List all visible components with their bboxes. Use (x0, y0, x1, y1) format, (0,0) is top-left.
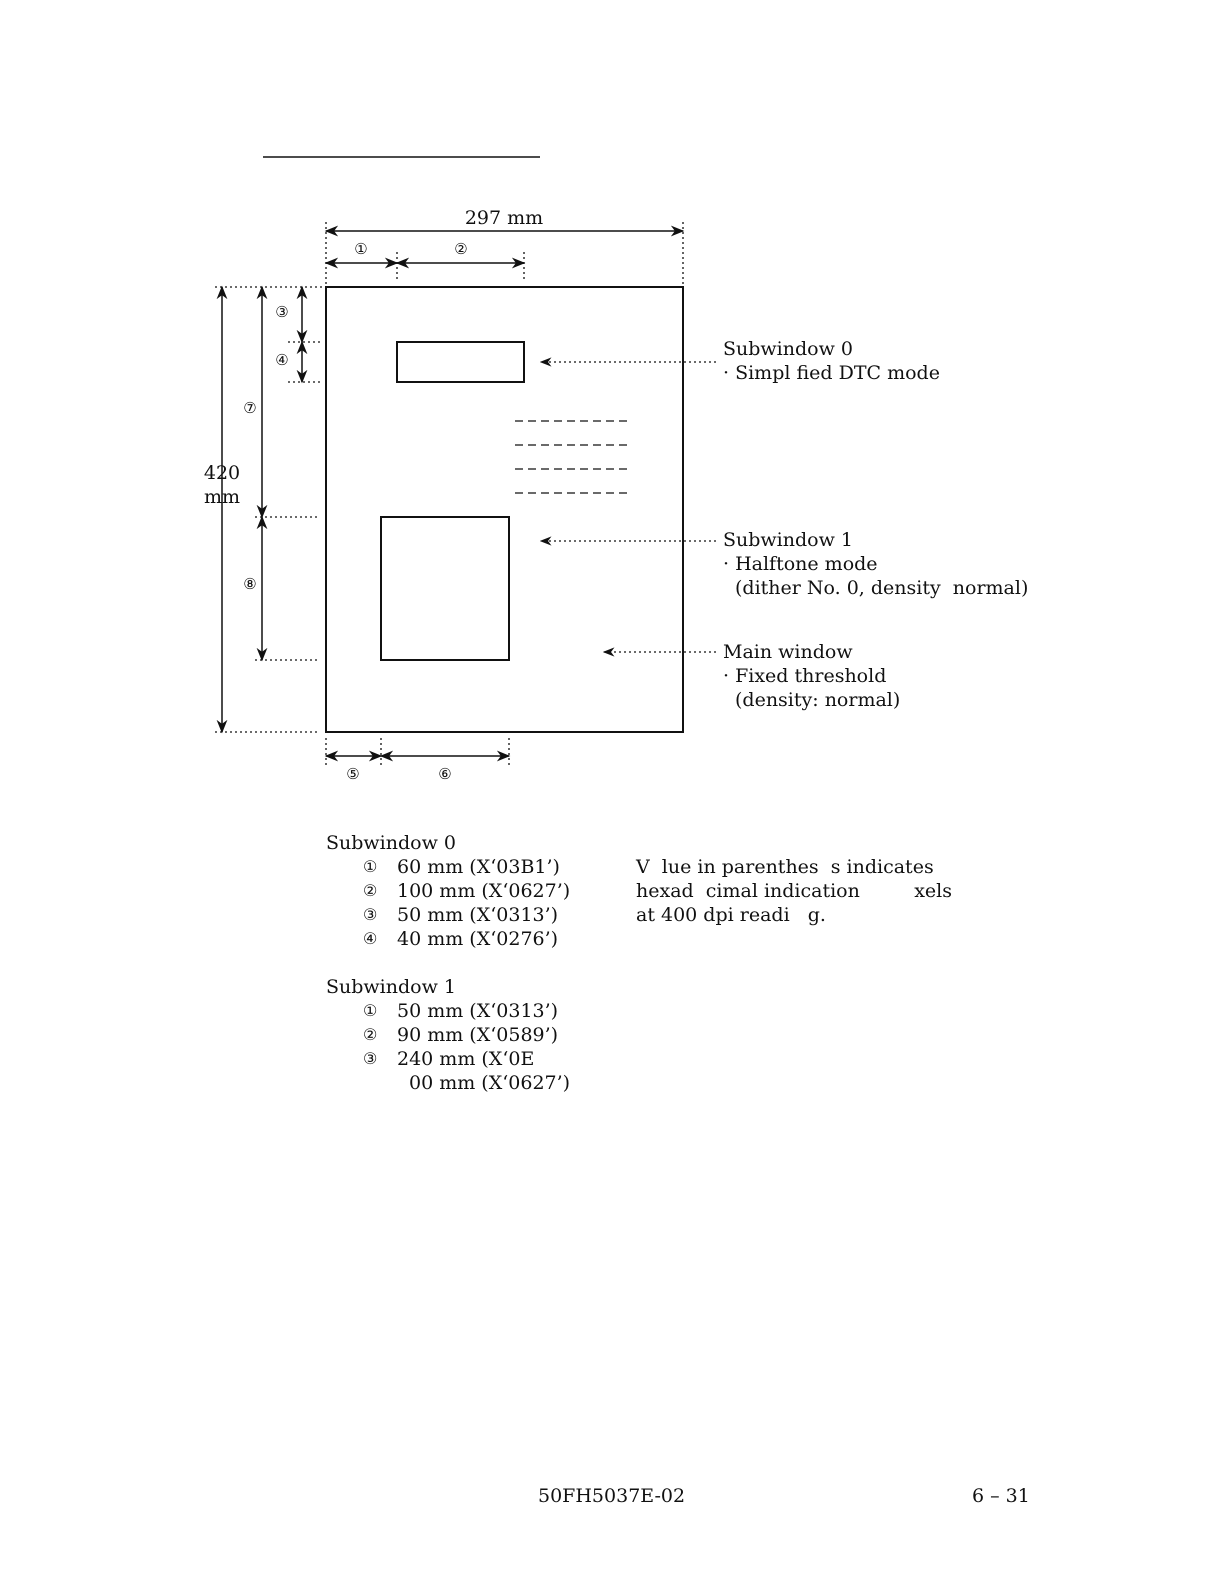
note-line-1: V lue in parenthes s indicates (636, 856, 934, 878)
subwindow-1-callout-title: Subwindow 1 (723, 529, 853, 551)
marker-5: ⑤ (346, 765, 360, 783)
main-window-outline (326, 287, 683, 732)
legend-value: 100 mm (X‘0627’) (397, 880, 571, 902)
marker-4: ④ (275, 351, 289, 369)
page-number: 6 – 31 (972, 1485, 1030, 1507)
width-label: 297 mm (464, 207, 544, 229)
legend-value: 90 mm (X‘0589’) (397, 1024, 559, 1046)
subwindow-0-box (397, 342, 524, 382)
marker-3: ③ (275, 303, 289, 321)
marker-labels (243, 240, 467, 783)
legend-marker: ① (363, 857, 378, 876)
legend-subwindow-0-title: Subwindow 0 (326, 832, 456, 854)
main-window-callout-detail: (density: normal) (735, 689, 901, 711)
marker-7: ⑦ (243, 399, 257, 417)
main-window-callout-title: Main window (723, 641, 853, 663)
legend-value: 40 mm (X‘0276’) (397, 928, 559, 950)
legend-marker: ② (363, 1025, 378, 1044)
subwindow-1-callout-detail: (dither No. 0, density normal) (735, 577, 1029, 599)
subwindow-0-callout-title: Subwindow 0 (723, 338, 853, 360)
height-label-number: 420 (203, 462, 241, 484)
subwindow-1-callout-mode: · Halftone mode (723, 553, 878, 575)
marker-1: ① (354, 240, 368, 258)
document-code: 50FH5037E-02 (538, 1485, 686, 1507)
legend-marker: ③ (363, 1049, 378, 1068)
subwindow-0-callout-mode: · Simpl fied DTC mode (723, 362, 940, 384)
height-label-unit: mm (203, 486, 241, 508)
marker-2: ② (454, 240, 468, 258)
subwindow-1-box (381, 517, 509, 660)
legend-value: 240 mm (X‘0E (397, 1048, 535, 1070)
legend-marker: ② (363, 881, 378, 900)
legend-marker: ① (363, 1001, 378, 1020)
legend-value: 60 mm (X‘03B1’) (397, 856, 560, 878)
callout-leaders (541, 362, 716, 652)
text-lines-placeholder (515, 421, 630, 493)
note-line-2: hexad cimal indication xels (636, 880, 952, 902)
legend-marker: ④ (363, 929, 378, 948)
legend-value: 00 mm (X‘0627’) (409, 1072, 571, 1094)
main-window-callout-mode: · Fixed threshold (723, 665, 887, 687)
legend-value: 50 mm (X‘0313’) (397, 904, 559, 926)
legend-subwindow-1-title: Subwindow 1 (326, 976, 456, 998)
note-line-3: at 400 dpi readi g. (636, 904, 826, 926)
marker-6: ⑥ (438, 765, 452, 783)
legend-value: 50 mm (X‘0313’) (397, 1000, 559, 1022)
marker-8: ⑧ (243, 575, 257, 593)
legend-marker: ③ (363, 905, 378, 924)
